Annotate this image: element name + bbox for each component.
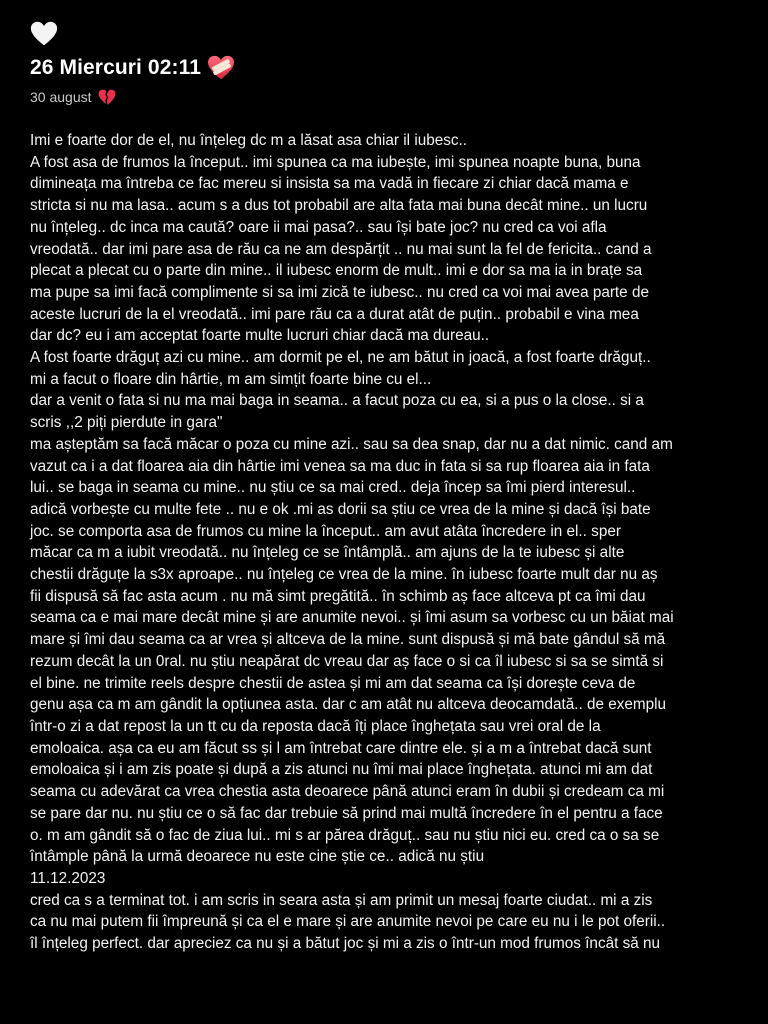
note-line: mare și îmi dau seama ca ar vrea și altceva de la mine. sunt dispusă și mă bate gândul să mă — [30, 631, 666, 649]
note-title-row — [30, 52, 742, 84]
note-line: ma pupe sa imi facă complimente si sa imi zică te iubesc.. nu cred ca voi mai avea parte de — [30, 283, 649, 301]
note-line: cred ca s a terminat tot. i am scris in seara asta și am primit un mesaj foarte ciudat.. mi a zis — [30, 891, 653, 909]
note-line: scris ,,2 piți pierdute in gara" — [30, 414, 223, 432]
note-line: dar dc? eu i am acceptat foarte multe lucruri chiar dacă ma dureau.. — [30, 327, 490, 345]
note-line: mi a facut o floare din hârtie, m am simțit foarte bine cu el... — [30, 370, 432, 388]
note-line: o. m am gândit să o fac de ziua lui.. mi s ar părea drăguț.. sau nu știu nici eu. cred ca o sa se — [30, 826, 660, 844]
note-line: emoloaica și i am zis poate și după a zis atunci nu îmi mai place înghețata. atunci mi am dat — [30, 761, 653, 779]
note-line: ma așteptăm sa facă măcar o poza cu mine azi.. sau sa dea snap, dar nu a dat nimic. cand am — [30, 435, 673, 453]
note-line: ca nu mai putem fii împreună și ca el e mare și are anumite nevoi pe care eu nu i le pot oferii.. — [30, 913, 666, 931]
note-line: joc. se comporta asa de frumos cu mine la început.. am avut atâta încredere in el.. sper — [30, 522, 621, 540]
broken-heart-icon — [98, 89, 116, 106]
note-line: stricta si nu ma lasa.. acum s a dus tot probabil are alta fata mai buna decât mine.. un lucru — [30, 197, 648, 215]
white-heart-icon — [30, 20, 58, 48]
note-line: într-o zi a dat repost la un tt cu da reposta dacă îți place înghețata sau vrei oral de la — [30, 717, 601, 735]
note-line: fii dispusă să fac asta acum . nu mă simt pregătită.. în schimb aș face altceva pt ca îmi dau — [30, 587, 646, 605]
note-line: chestii drăguțe la s3x aproape.. nu înțeleg ce vrea de la mine. în iubesc foarte mult dar nu aș — [30, 566, 658, 584]
note-line: rezum decât la un 0ral. nu știu neapărat dc vreau dar aș face o si ca îl iubesc si sa se simtă si — [30, 652, 664, 670]
note-line: emoloaica. așa ca eu am făcut ss și l am întrebat care dintre ele. și a m a întrebat dacă sunt — [30, 739, 652, 757]
note-line: adică vorbește cu multe fete .. nu e ok .mi as dorii sa știu ce vrea de la mine și dacă își bate — [30, 500, 651, 518]
note-date-line: 11.12.2023 — [30, 869, 106, 887]
mending-heart-icon — [207, 55, 235, 81]
note-date-row — [30, 86, 742, 108]
note-line: plecat a plecat cu o parte din mine.. il iubesc enorm de mult.. imi e dor sa ma ia in brațe sa — [30, 262, 643, 280]
note-line: vazut ca i a dat floarea aia din hârtie imi venea sa ma duc in fata si sa rup floarea aia in fata — [30, 457, 650, 475]
note-line: măcar ca m a iubit vreodată.. nu înțeleg ce se întâmplă.. am ajuns de la te iubesc și alte — [30, 544, 625, 562]
note-line: A fost foarte drăguț azi cu mine.. am dormit pe el, ne am bătut in joacă, a fost foarte drăguț.. — [30, 349, 651, 367]
note-line: dimineața ma întreba ce fac mereu si insista sa ma vadă in fiecare zi chiar dacă mama e — [30, 175, 629, 193]
note-line: îl înțeleg perfect. dar apreciez ca nu și a bătut joc și mi a zis o într-un mod frumos încât să nu — [30, 935, 661, 953]
note-line: seama ca e mai mare decât mine și are anumite nevoi.. și îmi asum sa vorbesc cu un băiat mai — [30, 609, 674, 627]
note-line: nu înțeleg.. dc inca ma caută? oare ii mai pasa?.. sau își bate joc? nu cred ca voi afla — [30, 218, 607, 236]
note-line: întâmple până la urmă deoarece nu este cine știe ce.. adică nu știu — [30, 848, 485, 866]
note-line: seama cu adevărat ca vrea chestia asta deoarece până atunci eram în dubii și credeam ca mi — [30, 783, 665, 801]
note-line: genu așa ca m am gândit la opțiunea asta. dar c am atât nu altceva deocamdată.. de exemplu — [30, 696, 667, 714]
note-line: lui.. se baga in seama cu mine.. nu știu ce sa mai cred.. deja încep sa îmi pierd interesul.. — [30, 479, 636, 497]
note-body — [30, 130, 742, 955]
note-line: el bine. ne trimite reels despre chestii de astea și mi am dat seama ca își dorește ceva de — [30, 674, 636, 692]
note-line: Imi e foarte dor de el, nu înțeleg dc m a lăsat asa chiar il iubesc.. — [30, 132, 468, 149]
note-line: se pare dar nu. nu știu ce o să fac dar trebuie să prind mai multă încredere în el pentru a face — [30, 804, 663, 822]
note-date: 30 august — [30, 89, 92, 105]
note-line: dar a venit o fata si nu ma mai baga in seama.. a facut poza cu ea, si a pus o la close.. si a — [30, 392, 644, 410]
note-line: aceste lucruri de la el vreodată.. imi pare rău ca a durat atât de puțin.. probabil e vina mea — [30, 305, 639, 323]
note-title: 26 Miercuri 02:11 — [30, 56, 201, 79]
note-line: vreodată.. dar imi pare asa de rău ca ne am despărțit .. nu mai sunt la fel de fericita.. cand a — [30, 240, 652, 258]
note-line: A fost asa de frumos la început.. imi spunea ca ma iubește, imi spunea noapte buna, buna — [30, 153, 641, 171]
note-content — [30, 20, 742, 955]
